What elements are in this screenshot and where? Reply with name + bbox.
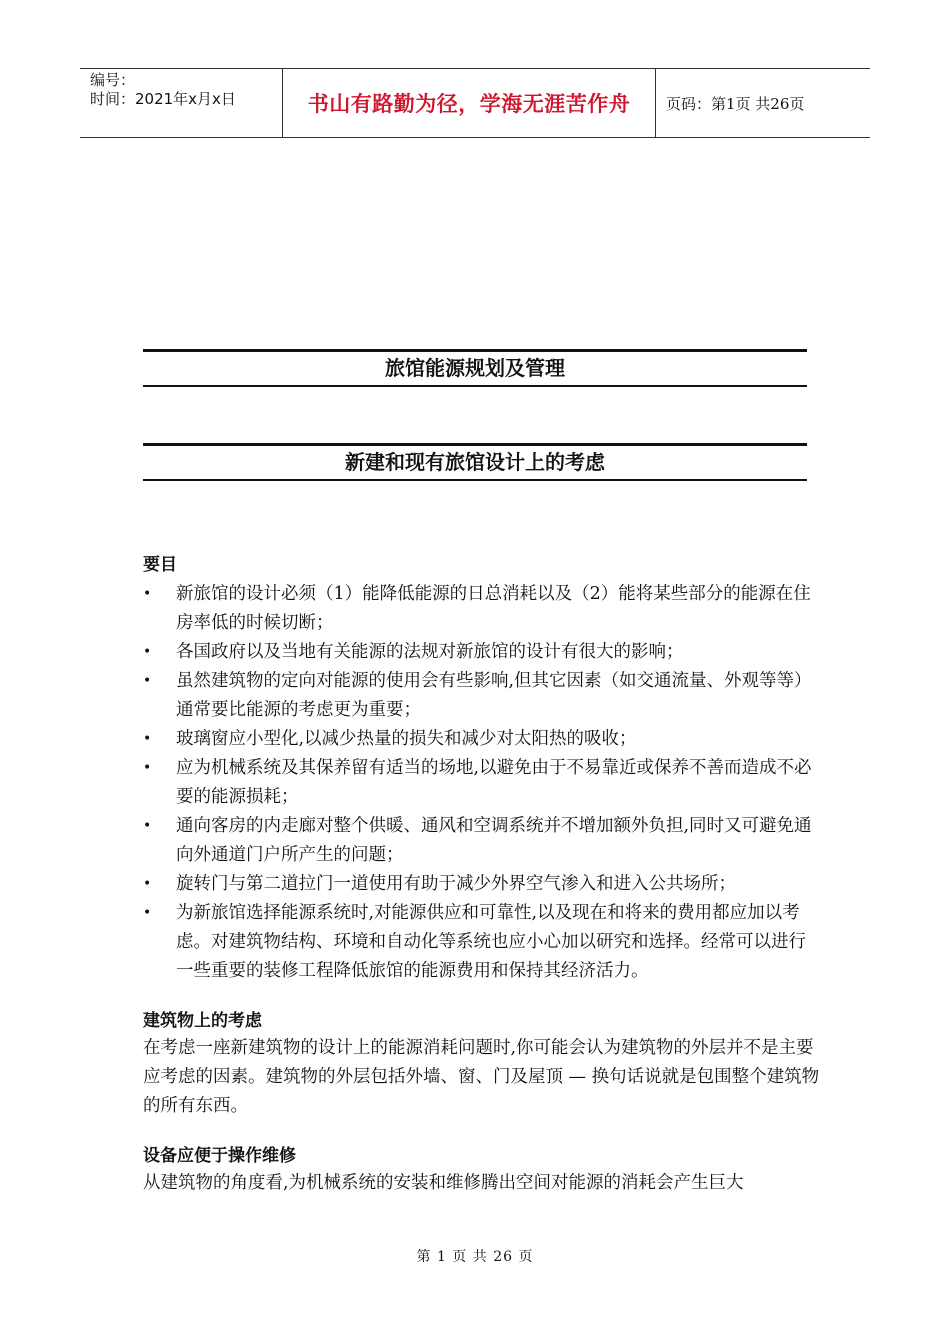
bullet-icon: •: [143, 731, 152, 747]
key-points-heading: 要目: [143, 555, 177, 575]
bullet-icon: •: [143, 586, 152, 602]
header-table: [80, 68, 870, 138]
building-heading: 建筑物上的考虑: [143, 1011, 262, 1031]
list-item: • 各国政府以及当地有关能源的法规对新旅馆的设计有很大的影响；: [143, 638, 823, 667]
bullet-icon: •: [143, 905, 152, 921]
list-item: • 应为机械系统及其保养留有适当的场地,以避免由于不易靠近或保养不善而造成不必要的能源损耗；: [143, 754, 823, 812]
equipment-heading: 设备应便于操作维修: [143, 1146, 296, 1166]
document-subtitle-block: [143, 443, 807, 481]
equipment-paragraph: 从建筑物的角度看,为机械系统的安装和维修腾出空间对能源的消耗会产生巨大: [143, 1173, 744, 1193]
list-item: • 玻璃窗应小型化,以减少热量的损失和减少对太阳热的吸收；: [143, 725, 823, 754]
subtitle-rule-bottom: [143, 479, 807, 481]
list-item: • 虽然建筑物的定向对能源的使用会有些影响,但其它因素（如交通流量、外观等等）通常要比能源的考虑更为重要；: [143, 667, 823, 725]
list-item: • 通向客房的内走廊对整个供暖、通风和空调系统并不增加额外负担,同时又可避免通向外通道门户所产生的问题；: [143, 812, 823, 870]
document-subtitle: 新建和现有旅馆设计上的考虑: [345, 450, 605, 474]
header-motto: [282, 69, 656, 137]
bullet-icon: •: [143, 644, 152, 660]
header-page-info: 页码：第1页 共26页: [666, 94, 805, 113]
number-label: 编号：: [90, 71, 136, 89]
bullet-icon: •: [143, 876, 152, 892]
document-title: 旅馆能源规划及管理: [385, 356, 565, 380]
bullet-icon: •: [143, 673, 152, 689]
document-body: [143, 552, 823, 1198]
time-label: 时间：2021年x月x日: [90, 90, 236, 108]
document-title-block: [143, 349, 807, 387]
list-item: • 新旅馆的设计必须（1）能降低能源的日总消耗以及（2）能将某些部分的能源在住房率低的时候切断；: [143, 580, 823, 638]
list-item: • 旋转门与第二道拉门一道使用有助于减少外界空气渗入和进入公共场所；: [143, 870, 823, 899]
list-item: • 为新旅馆选择能源系统时,对能源供应和可靠性,以及现在和将来的费用都应加以考虑。对建筑物结构、环境和自动化等系统也应小心加以研究和选择。经常可以进行一些重要的装修工程降低旅馆的能源费用和保持其经济活力。: [143, 899, 823, 986]
page-footer: 第 1 页 共 26 页: [416, 1249, 534, 1265]
building-paragraph: 在考虑一座新建筑物的设计上的能源消耗问题时,你可能会认为建筑物的外层并不是主要应考虑的因素。建筑物的外层包括外墙、窗、门及屋顶 — 换句话说就是包围整个建筑物的所有东西。: [143, 1038, 820, 1116]
key-points-list: [143, 580, 823, 986]
header-meta: [80, 69, 282, 137]
bullet-icon: •: [143, 818, 152, 834]
title-rule-bottom: [143, 385, 807, 387]
motto-text: 书山有路勤为径，学海无涯苦作舟: [307, 92, 631, 116]
bullet-icon: •: [143, 760, 152, 776]
